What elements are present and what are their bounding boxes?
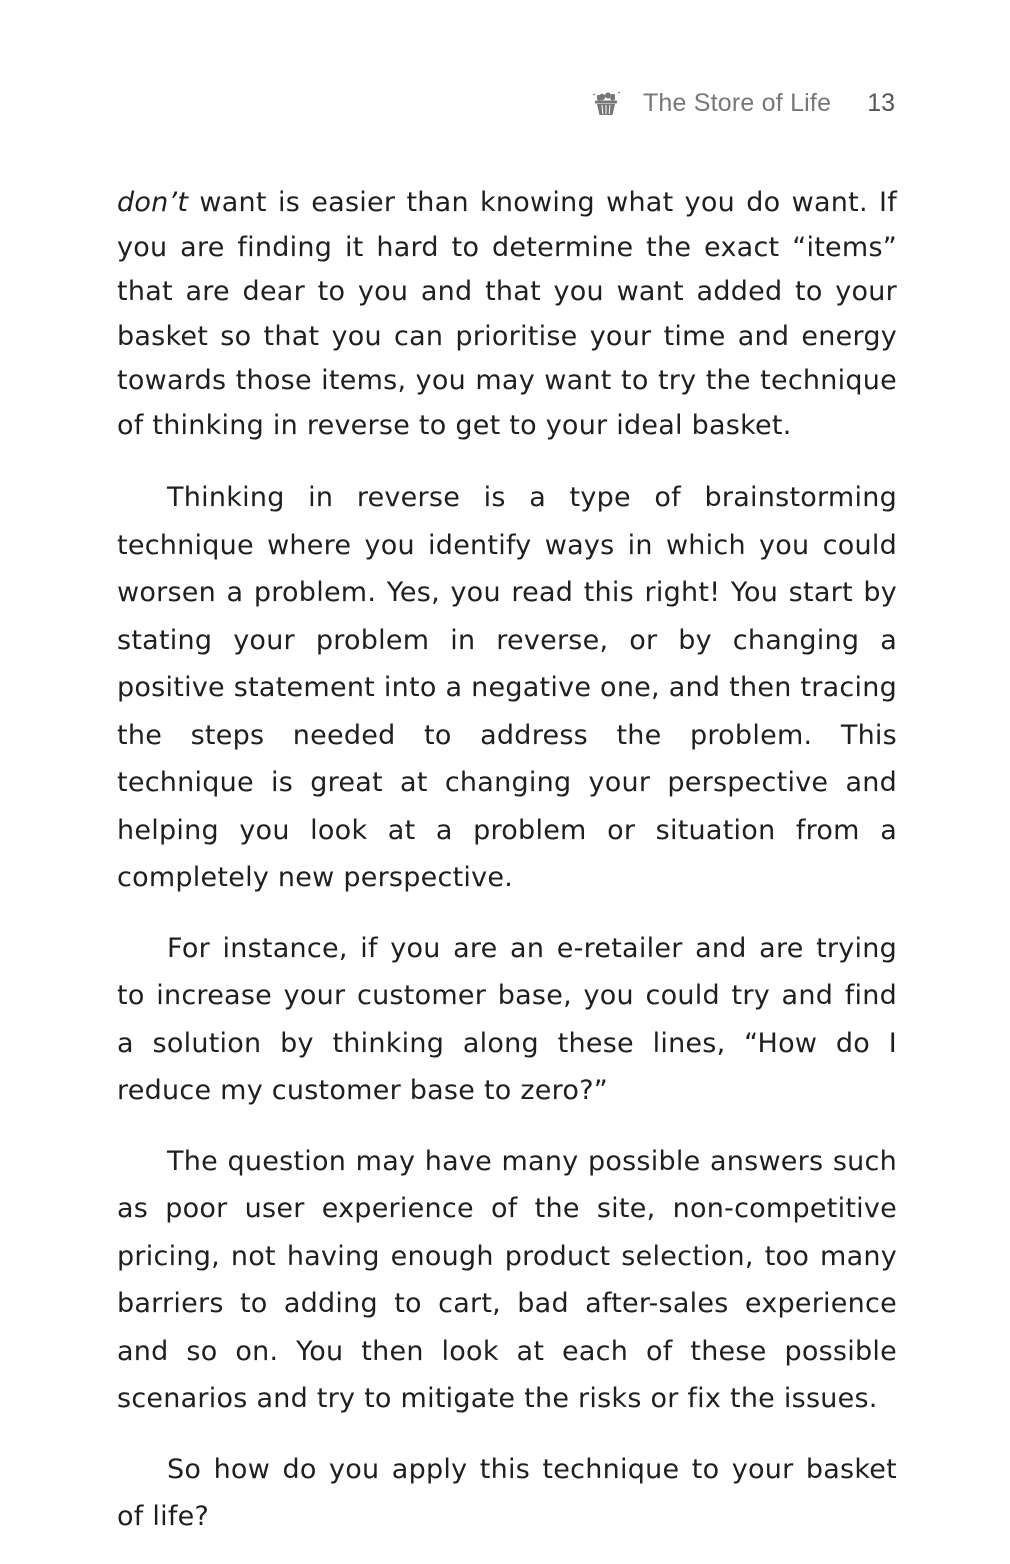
emphasized-word: don’t — [117, 187, 189, 218]
paragraph-3: For instance, if you are an e-retailer and are trying to increase your customer base, you could try and find a solution by thinking along these lines, “How do I reduce my customer base to zero?” — [117, 932, 897, 1106]
paragraph-2: Thinking in reverse is a type of brainstorming technique where you identify ways in which you could worsen a problem. Yes, you read this right! You start by stating your problem in reverse, or by changing a positive statement into a negative one, and then tracing the steps needed to address the problem. This technique is great at changing your perspective and helping you look at a problem or situation from a completely new perspective. — [117, 482, 897, 893]
basket-icon — [591, 88, 621, 118]
page-body — [117, 181, 897, 1564]
paragraph-1-text: want is easier than knowing what you do want. If you are finding it hard to determine the exact “items” that are dear to you and that you want added to your basket so that you can prioritise your time and energy towards those items, you may want to try the technique of thinking in reverse to get to your ideal basket. — [117, 187, 897, 441]
paragraph-5: So how do you apply this technique to your basket of life? — [117, 1453, 897, 1532]
page-number: 13 — [867, 88, 895, 117]
paragraph-1 — [117, 181, 897, 448]
paragraph-4: The question may have many possible answers such as poor user experience of the site, non-competitive pricing, not having enough product selection, too many barriers to adding to cart, bad after-sales experience and so on. You then look at each of these possible scenarios and try to mitigate the risks or fix the issues. — [117, 1145, 897, 1414]
running-header — [591, 88, 895, 118]
running-title: The Store of Life — [642, 88, 832, 117]
